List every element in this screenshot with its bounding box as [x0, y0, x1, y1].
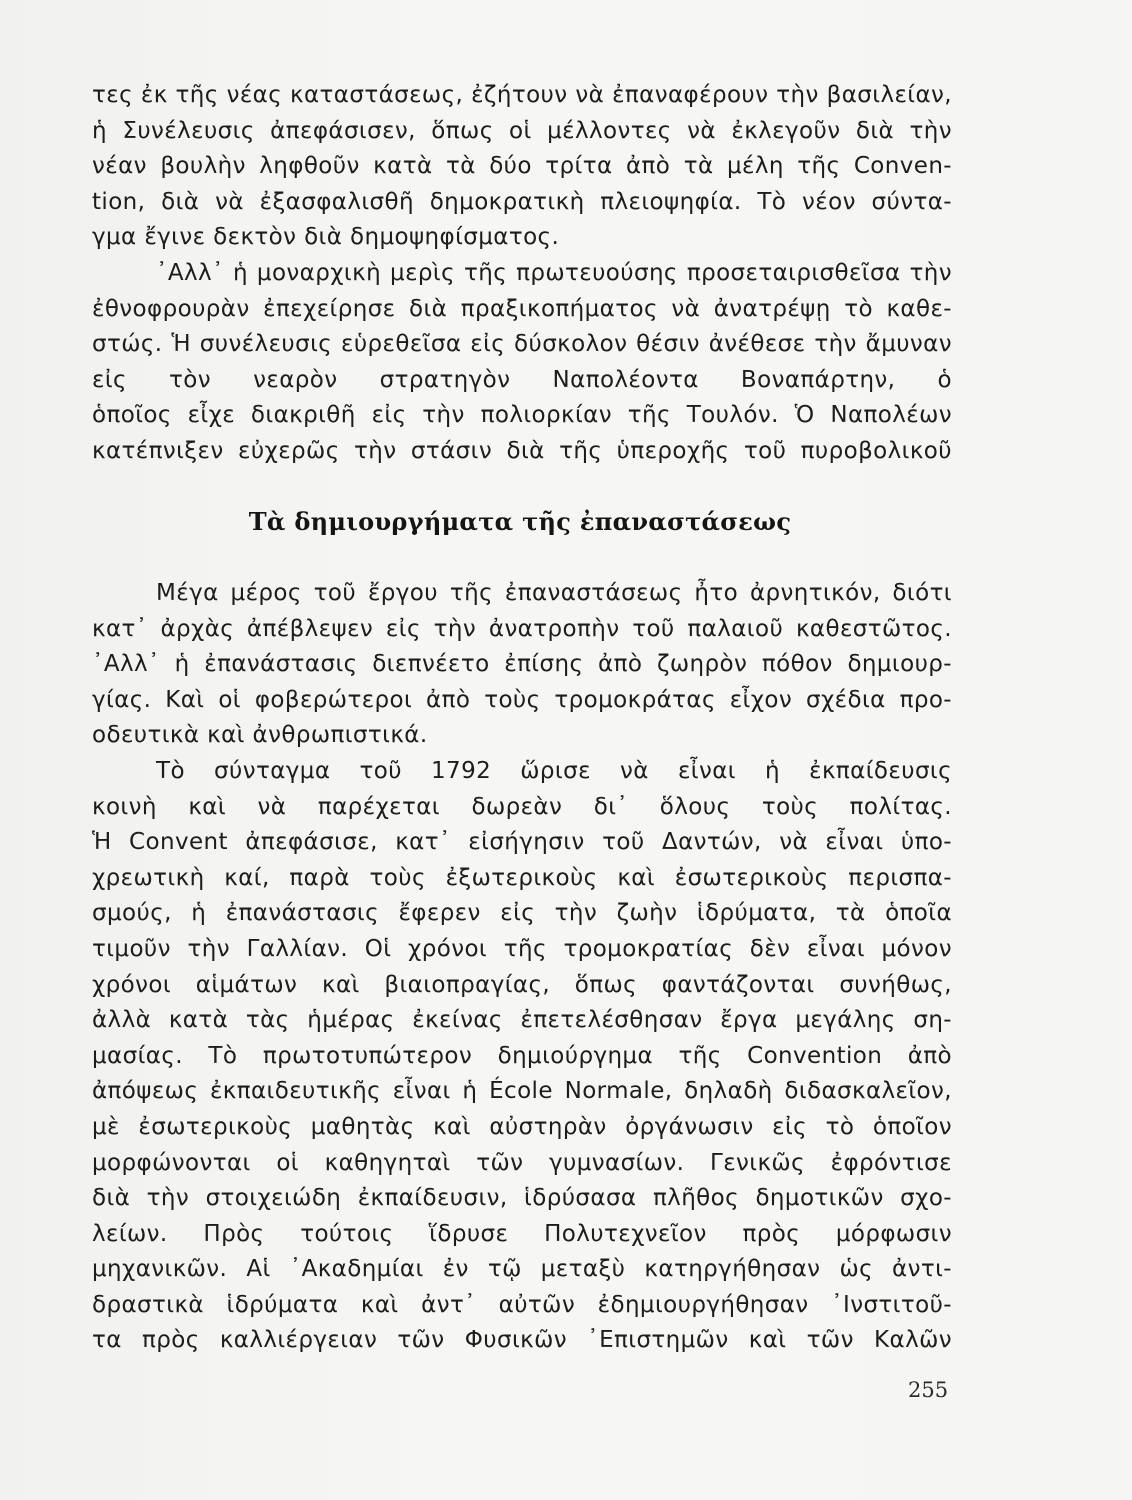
text-line: διὰ τὴν στοιχειώδη ἐκπαίδευσιν, ἱδρύσασα πλῆθος δημοτικῶν σχο-	[92, 1185, 952, 1212]
section-heading: Τὰ δημιουργήματα τῆς ἐπαναστάσεως	[248, 507, 792, 536]
text-line: ἐθνοφρουρὰν ἐπεχείρησε διὰ πραξικοπήματος νὰ ἀνατρέψῃ τὸ καθε-	[92, 295, 952, 322]
text-line: γίας. Καὶ οἱ φοβερώτεροι ἀπὸ τοὺς τρομοκράτας εἶχον σχέδια προ-	[92, 686, 952, 713]
text-line: κατέπνιξεν εὐχερῶς τὴν στάσιν διὰ τῆς ὑπεροχῆς τοῦ πυροβολικοῦ	[92, 437, 952, 464]
text-line: δραστικὰ ἱδρύματα καὶ ἀντ᾿ αὐτῶν ἐδημιουργήθησαν ᾿Ινστιτοῦ-	[92, 1291, 952, 1318]
text-line: τες ἐκ τῆς νέας καταστάσεως, ἐζήτουν νὰ ἐπαναφέρουν τὴν βασιλείαν,	[92, 82, 952, 108]
text-line: ἡ Συνέλευσις ἀπεφάσισεν, ὅπως οἱ μέλλοντες νὰ ἐκλεγοῦν διὰ τὴν	[92, 117, 952, 144]
text-line: εἰς τὸν νεαρὸν στρατηγὸν Ναπολέοντα Βοναπάρτην, ὁ	[92, 366, 952, 393]
text-line: μηχανικῶν. Αἱ ᾿Ακαδημίαι ἐν τῷ μεταξὺ κατηργήθησαν ὡς ἀντι-	[92, 1256, 952, 1283]
text-line: μορφώνονται οἱ καθηγηταὶ τῶν γυμνασίων. Γενικῶς ἐφρόντισε	[92, 1149, 952, 1176]
text-line: κοινὴ καὶ νὰ παρέχεται δωρεὰν δι᾿ ὅλους τοὺς πολίτας.	[92, 793, 952, 820]
text-line: Μέγα μέρος τοῦ ἔργου τῆς ἐπαναστάσεως ἦτο ἀρνητικόν, διότι	[156, 580, 952, 606]
text-line: χρεωτικὴ καί, παρὰ τοὺς ἐξωτερικοὺς καὶ ἐσωτερικοὺς περισπα-	[92, 864, 952, 891]
text-line: μασίας. Τὸ πρωτοτυπώτερον δημιούργημα τῆς Convention ἀπὸ	[92, 1042, 952, 1069]
text-line: Τὸ σύνταγμα τοῦ 1792 ὥρισε νὰ εἶναι ἡ ἐκπαίδευσις	[156, 757, 952, 784]
text-line: τιμοῦν τὴν Γαλλίαν. Οἱ χρόνοι τῆς τρομοκρατίας δὲν εἶναι μόνον	[92, 935, 952, 962]
text-line: νέαν βουλὴν ληφθοῦν κατὰ τὰ δύο τρίτα ἀπὸ τὰ μέλη τῆς Conven-	[92, 153, 952, 180]
text-line: κατ᾿ ἀρχὰς ἀπέβλεψεν εἰς τὴν ἀνατροπὴν τοῦ παλαιοῦ καθεστῶτος.	[92, 615, 952, 642]
text-line: σμούς, ἡ ἐπανάστασις ἔφερεν εἰς τὴν ζωὴν ἱδρύματα, τὰ ὁποῖα	[92, 900, 952, 927]
text-line: tion, διὰ νὰ ἐξασφαλισθῆ δημοκρατικὴ πλειοψηφία. Τὸ νέον σύντα-	[92, 188, 952, 215]
text-line: ἀλλὰ κατὰ τὰς ἡμέρας ἐκείνας ἐπετελέσθησαν ἔργα μεγάλης ση-	[92, 1007, 952, 1034]
text-line: στώς. Ἡ συνέλευσις εὑρεθεῖσα εἰς δύσκολον θέσιν ἀνέθεσε τὴν ἄμυναν	[92, 331, 952, 358]
text-line: οδευτικὰ καὶ ἀνθρωπιστικά.	[92, 722, 428, 749]
text-line: μὲ ἐσωτερικοὺς μαθητὰς καὶ αὐστηρὰν ὀργάνωσιν εἰς τὸ ὁποῖον	[92, 1113, 952, 1140]
upper-text-block	[92, 78, 952, 470]
text-line: ᾿Αλλ᾿ ἡ ἐπανάστασις διεπνέετο ἐπίσης ἀπὸ ζωηρὸν πόθον δημιουρ-	[92, 651, 952, 678]
text-line: ὁποῖος εἶχε διακριθῆ εἰς τὴν πολιορκίαν τῆς Τουλόν. Ὁ Ναπολέων	[92, 402, 952, 429]
text-line: ἀπόψεως ἐκπαιδευτικῆς εἶναι ἡ École Normale, δηλαδὴ διδασκαλεῖον,	[92, 1078, 952, 1105]
text-line: τα πρὸς καλλιέργειαν τῶν Φυσικῶν ᾿Επιστημῶν καὶ τῶν Καλῶν	[92, 1327, 952, 1354]
text-line: Ἡ Convent ἀπεφάσισε, κατ᾿ εἰσήγησιν τοῦ Δαντών, νὰ εἶναι ὑπο-	[92, 829, 952, 856]
text-line: ᾿Αλλ᾿ ἡ μοναρχικὴ μερὶς τῆς πρωτευούσης προσεταιρισθεῖσα τὴν	[156, 259, 952, 286]
text-line: γμα ἔγινε δεκτὸν διὰ δημοψηφίσματος.	[92, 224, 560, 251]
lower-text-block	[92, 576, 952, 1359]
text-line: λείων. Πρὸς τούτοις ἵδρυσε Πολυτεχνεῖον πρὸς μόρφωσιν	[92, 1220, 952, 1247]
text-line: χρόνοι αἱμάτων καὶ βιαιοπραγίας, ὅπως φαντάζονται συνήθως,	[92, 971, 952, 998]
page-number: 255	[908, 1378, 949, 1402]
